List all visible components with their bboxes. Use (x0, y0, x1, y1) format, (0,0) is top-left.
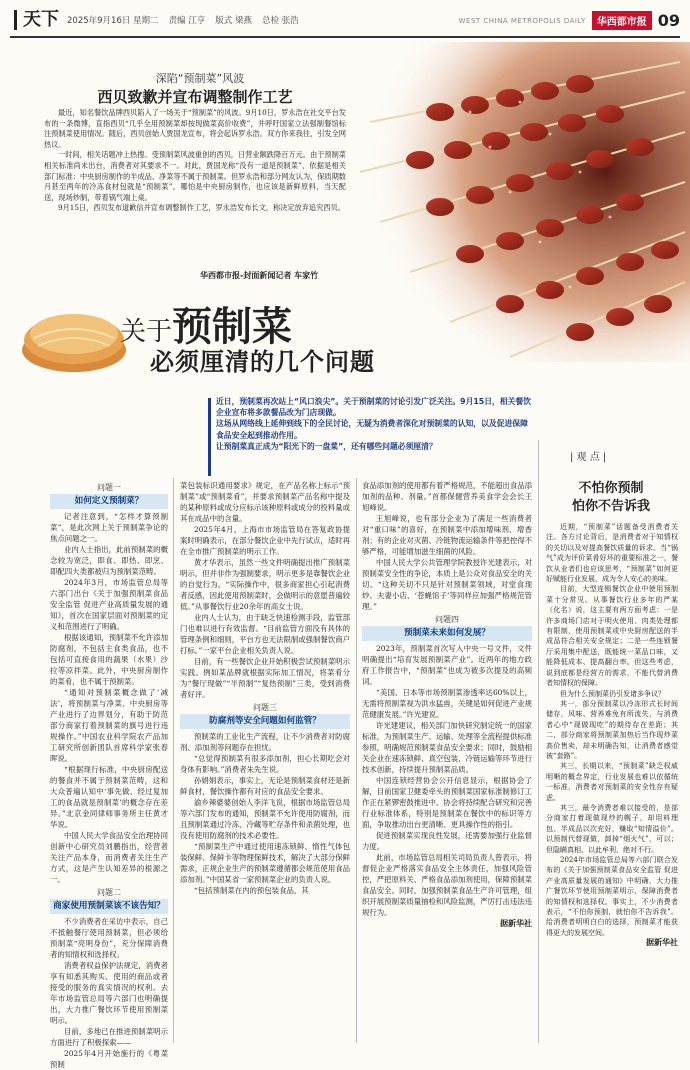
body-paragraph: 2023年，预制菜首次写入中央一号文件，文件明确提出“培育发展预制菜产业”。近两年的地方政府工作报告中，“预制菜”也成为被多次提及的高频词。 (362, 644, 532, 686)
body-paragraph: 孙娟娟表示，事实上，无论是预制菜食材还是新鲜食材，餐饮操作都有对应的食品安全要求。 (180, 776, 350, 796)
main-headline-line2: 必须厘清的几个问题 (150, 347, 375, 376)
body-paragraph: 目前，有一些餐饮企业开始积极尝试预制菜明示实践。例如某品牌就根据实际加工情况，将菜肴分为“餐厅现做”“半预制”“复热预制”三类，受到消费者好评。 (180, 657, 350, 699)
masthead-rule (10, 36, 680, 38)
question-title: 预制菜未来如何发展？ (362, 626, 532, 641)
section-name: 天下 (14, 10, 59, 30)
opinion-paragraph: 其三，最令消费者难以接受的，是部分商家打着现做现炒的幌子，却用料理包、半成品以次充好，赚取“知情溢价”。以预制代替现做，卸掉“烟火气”，可以；但隐瞒真相、以此牟利，绝对不行。 (546, 803, 678, 854)
body-paragraph: 许光建建议，相关部门加快研究制定统一的国家标准，为预制菜生产、运输、处理等全流程提供标准参照，明确规范预制菜食品安全要求；同时，鼓励相关企业在速冻锁鲜、真空包装、冷链运输等环节进行技术创新，持续提升预制菜品质。 (362, 721, 532, 774)
body-paragraph: 此前，市场监管总局相关司局负责人曾表示，将督促企业严格落实食品安全主体责任，加强风险管控，严把原料关、严格食品添加剂使用，保障预制菜食品安全。同时，加强预制菜食品生产许可管理，组织开展预制菜质量抽检和风险监测，严厉打击违法违规行为。 (362, 853, 532, 917)
paper-en-name: WEST CHINA METROPOLIS DAILY (458, 16, 586, 25)
body-paragraph: 促进预制菜实现良性发展，还需要加强行业监督力度。 (362, 831, 532, 851)
body-paragraph: “总觉得预制菜有很多添加剂，担心长期吃会对身体有影响。”消费者朱先生说。 (180, 754, 350, 774)
body-paragraph: 不少消费者在采访中表示，自己不抵触餐厅使用预制菜，但必须给预制菜“亮明身份”，充分保障消费者的知情权和选择权。 (50, 917, 168, 959)
skewer-photo-icon (350, 42, 690, 362)
lead-paragraph: 近日，预制菜再次站上“风口浪尖”。关于预制菜的讨论引发广泛关注。9月15日，相关餐饮企业宣布将多款餐品改为门店现做。 (216, 397, 532, 418)
body-paragraph: 预制菜的工业化生产流程，让不少消费者对防腐剂、添加剂等问题存在担忧。 (180, 732, 350, 752)
sidebar-paragraph: 最近，知名餐饮品牌西贝陷入了一场关于“预制菜”的风波。9月10日，罗永浩在社交平台发布的一条微博，直指西贝“几乎全用预制菜却按现做菜高价收费”，并呼吁国家立法强制餐馆标注预制菜使用情况。随后，西贝创始人贾国龙宣布，将会起诉罗永浩。双方你来我往，引发全网热议。 (44, 108, 346, 149)
body-paragraph: 2025年4月开始施行的《粤菜预制 (50, 1049, 168, 1069)
masthead-left (14, 10, 299, 30)
sidebar-paragraph: 9月15日，西贝发布道歉信并宣布调整制作工艺，罗永浩发布长文，称决定放弃追究西贝。 (58, 203, 345, 213)
opinion-paragraph: 近期，“预制菜”话题备受消费者关注。各方讨论背后，是消费者对于知情权的关切以及对提高餐饮质量的诉求。当“锅气”成为评价菜肴好坏的重要标准之一，餐饮从业者们也应该思考，“预制菜”如何更好赋能行业发展，成为令人安心的美味。 (546, 523, 678, 584)
opinion-title (546, 480, 676, 516)
design-credit: 版式 梁燕 (215, 16, 252, 26)
body-paragraph: 黄才华表示，虽然一些文件明确提出推广预制菜明示，但并非作为强制要求，明示更多是靠餐饮企业的自觉行为。“实际操作中，很多商家担心引起消费者反感，因此使用预制菜时，会做明示的意愿普遍较低。”从事餐饮行业20余年的高女士说。 (180, 558, 350, 611)
question-number: 问题二 (97, 888, 121, 897)
column-divider (356, 478, 357, 1043)
body-paragraph: 渝乡辣婆婆创始人李洋飞说，根据市场监管总局等六部门发布的通知，预制菜不允许使用防腐剂，而且预制菜通过冷冻、冷藏等贮存条件和杀菌处理，也没有使用防腐剂的技术必要性。 (180, 798, 350, 840)
body-paragraph: 食品添加剂的使用都有着严格规范，不能超出食品添加剂的品种、剂量。”首都保健营养美食学会会长王旭峰说。 (362, 481, 532, 512)
opinion-paragraph: 2024年市场监管总局等六部门联合发布的《关于加强预制菜食品安全监管 促进产业高质量发展的通知》中明确，大力推广餐饮环节使用预制菜明示，保障消费者的知情权和选择权。事实上，不少消费者表示，“不怕你预制，就怕你不告诉我”。给消费者明明白白的选择，预制菜才能获得更大的发展空间。 (546, 856, 678, 937)
body-paragraph: 中国人民大学公共管理学院教授许光建表示，对预制菜安全性的争论，本质上是公众对食品安全的关切。“这种关切不只是针对预制菜领域，对堂食现炒、夫妻小店、‘苍蝇馆子’等同样应加强严格规范管理。” (362, 558, 532, 611)
body-paragraph: 根据该通知，预制菜不允许添加防腐剂，不包括主食类食品，也不包括可直接食用的蔬果（水果）沙拉等凉拌菜。此外，中央厨房制作的菜肴，也不属于预制菜。 (50, 633, 168, 686)
body-paragraph: 中国人民大学食品安全治理协同创新中心研究员刘鹏指出，经营者关注产品本身，而消费者关注生产方式，这是产生认知差异的根源之一。 (50, 831, 168, 884)
masthead-right (459, 11, 680, 30)
lead-summary (216, 396, 534, 452)
body-paragraph: 业内人士指出，此前预制菜的概念较为宽泛，即食、即热、即烹、即配四大类都被归为预制菜范畴。 (50, 545, 168, 576)
masthead (0, 0, 690, 38)
question-heading (180, 702, 350, 729)
opinion-paragraph: 目前，大型连锁餐饮企业中使用预制菜十分常见。从事餐饮行业多年的严某（化名）说，这主要有两方面考虑：一是许多商场门店对于明火使用、肉类处理都有限制，使用预制菜或中央厨房配送的半成品符合相关安全规定；二是一些连锁餐厅采用集中配送，既能统一菜品口味，又能降低成本、提高翻台率。但这些考虑，说到底都是经营方的需求，不能代替消费者知情权的保障。 (546, 585, 678, 688)
body-paragraph: 目前，多地已在推进预制菜明示方面进行了积极探索—— (50, 1027, 168, 1047)
article-column-2 (180, 480, 350, 896)
sidebar-credit: 华西都市报-封面新闻记者 车家竹 (200, 271, 319, 280)
column-divider (538, 440, 539, 1043)
article-credit: 据新华社 (500, 919, 532, 928)
body-paragraph: 菜包装标识通用要求》规定，在产品名称上标示“预制菜”或“预制菜肴”，并要求预制菜产品名称中提及的某种原料或成分应标示该种原料或成分的投料量或其在成品中的含量。 (180, 481, 350, 523)
column-divider (173, 478, 174, 1043)
opinion-tag: | 观 点 | (570, 452, 607, 463)
question-title: 如何定义预制菜？ (50, 494, 168, 509)
sidebar-title: 西贝致歉并宣布调整制作工艺 (97, 88, 293, 106)
question-heading (50, 482, 168, 509)
body-paragraph: 2025年4月，上海市市场监管局在答复政协提案时明确表示，在部分餐饮企业中先行试点，适时再在全市推广预制菜的明示工作。 (180, 525, 350, 556)
question-heading (362, 614, 532, 641)
proof-credit: 总检 张浩 (261, 16, 299, 26)
body-paragraph: 王旭峰说，也有部分企业为了满足一些消费者对“重口味”的喜好，在预制菜中添加增味剂、增香剂；有的企业对灭菌、冷链物流运输条件等把控得不够严格，可能增加滋生细菌的风险。 (362, 514, 532, 556)
question-title: 防腐剂等安全问题如何监管？ (180, 714, 350, 729)
lead-accent-bar (208, 398, 211, 476)
opinion-body (546, 522, 678, 949)
article-column-1 (50, 480, 168, 1070)
question-title: 商家使用预制菜该不该告知？ (50, 899, 168, 914)
pastry-photo-icon (14, 290, 134, 380)
question-number: 问题四 (435, 615, 459, 624)
body-paragraph: 记者注意到，“怎样才算预制菜”，是此次网上关于预制菜争论的焦点问题之一。 (50, 512, 168, 543)
opinion-title-line: 怕你不告诉我 (571, 499, 650, 514)
body-paragraph: “通知对预制菜概念做了‘减法’，将预制菜与净菜、中央厨房等产业进行了边界划分，有助于防范部分商家打着预制菜的旗号进行违规操作。”中国农业科学院农产品加工研究所创新团队首席科学家张春晖说。 (50, 688, 168, 763)
sidebar-kicker: 深陷“预制菜”风波 (155, 72, 245, 85)
question-heading (50, 887, 168, 914)
body-paragraph: 中国连锁经营协会公开信息显示，根据协会了解，目前国家卫健委牵头的预制菜国家标准制修订工作正在紧锣密鼓推进中。协会将持续配合研究和完善行业标准体系，特别是预制菜在餐饮中的标识等方面，争取推动出台更清晰、更具操作性的指引。 (362, 776, 532, 829)
opinion-paragraph: 其三，长期以来，“预制菜”缺乏权威明晰的概念界定，行业发展也难以依循统一标准，消费者对预制菜的安全性存有疑虑。 (546, 762, 678, 802)
body-paragraph: “美国、日本等市场预制菜渗透率达60%以上，无需将预制菜视为洪水猛兽，关键是如何促进产业规范健康发展。”许光建说。 (362, 688, 532, 719)
page-number: 09 (657, 11, 680, 30)
sidebar-paragraph: 一时间，相关话题冲上热搜。受预制菜风波重创的西贝，日营业额跌降百万元。由于预制菜相关标准尚未出台，消费者对其要求不一。对此，贾国龙称“没有一道是预制菜”，依据是相关部门标准：中央厨房制作的半成品、净菜等不属于预制菜。但罗永浩和部分网友认为，保质期数月甚至两年的冷冻食材包就是“预制菜”，哪怕是中央厨房制作，也应该是新鲜原料，当天配送，现场炒制，带着锅气端上桌。 (44, 150, 346, 202)
question-number: 问题一 (97, 483, 121, 492)
headline-keyword: 预制菜 (172, 303, 293, 350)
body-paragraph: 消费者权益保护法规定，消费者享有知悉其购买、使用的商品或者接受的服务的真实情况的权利。去年市场监管总局等六部门也明确提出，大力推广餐饮环节使用预制菜明示。 (50, 961, 168, 1025)
body-paragraph: 业内人士认为，由于缺乏快速检测手段，监管部门也难以进行有效监督。“目前监管方面没有具体的管理条例和细则，平台方也无法限制或强制餐饮商户打标。”一家平台企业相关负责人说。 (180, 613, 350, 655)
issue-date: 2025年9月16日 星期二 (67, 16, 159, 26)
editor-credit: 责编 江亨 (168, 16, 206, 26)
article-column-3 (362, 480, 532, 929)
body-paragraph: “预制菜生产中通过使用速冻锁鲜、惰性气体包装保鲜、保鲜卡等物理保鲜技术，解决了大部分保鲜需求，正规企业生产的预制菜遵循都会规范使用食品添加剂。”中国某省一家预制菜企业的负责人说。 (180, 842, 350, 884)
question-number: 问题三 (253, 703, 277, 712)
opinion-title-line: 不怕你预制 (578, 481, 644, 496)
sidebar-body (44, 108, 346, 214)
lead-paragraph: 这场从网络线上延伸到线下的全民讨论，无疑为消费者深化对预制菜的认知，以及促进保障食品安全起到推动作用。 (216, 419, 528, 440)
masthead-meta (67, 14, 299, 26)
headline-prefix: 关于 (120, 317, 173, 347)
paper-logo: 华西都市报 (592, 11, 652, 30)
body-paragraph: “根据现行标准，中央厨房配送的餐食并不属于预制菜范畴，这和大众普遍认知中‘事先做、经过复加工的食品就是预制菜’的概念存在差异。”北京金同律师事务所主任黄才华说。 (50, 765, 168, 829)
lead-paragraph: 让预制菜真正成为“阳光下的一盘菜”，还有哪些问题必须厘清？ (216, 441, 437, 451)
body-paragraph: “包括预制菜在内的预包装食品，其 (194, 886, 309, 895)
opinion-paragraph: 但为什么预制菜仍引发诸多争议？ (560, 689, 665, 698)
body-paragraph: 2024年3月，市场监管总局等六部门出台《关于加强预制菜食品安全监管 促进产业高质量发展的通知》，首次在国家层面对预制菜的定义和范围进行了明确。 (50, 578, 168, 631)
opinion-paragraph: 其一，部分预制菜以冷冻形式长时间储存，风味、营养难免有所流失，与消费者心中“现做现吃”的期待存在差距；其二，部分商家将预制菜加热后当作现炒菜高价售卖，却未明确告知，让消费者感觉被“套路”。 (546, 699, 678, 760)
opinion-credit: 据新华社 (646, 938, 678, 948)
